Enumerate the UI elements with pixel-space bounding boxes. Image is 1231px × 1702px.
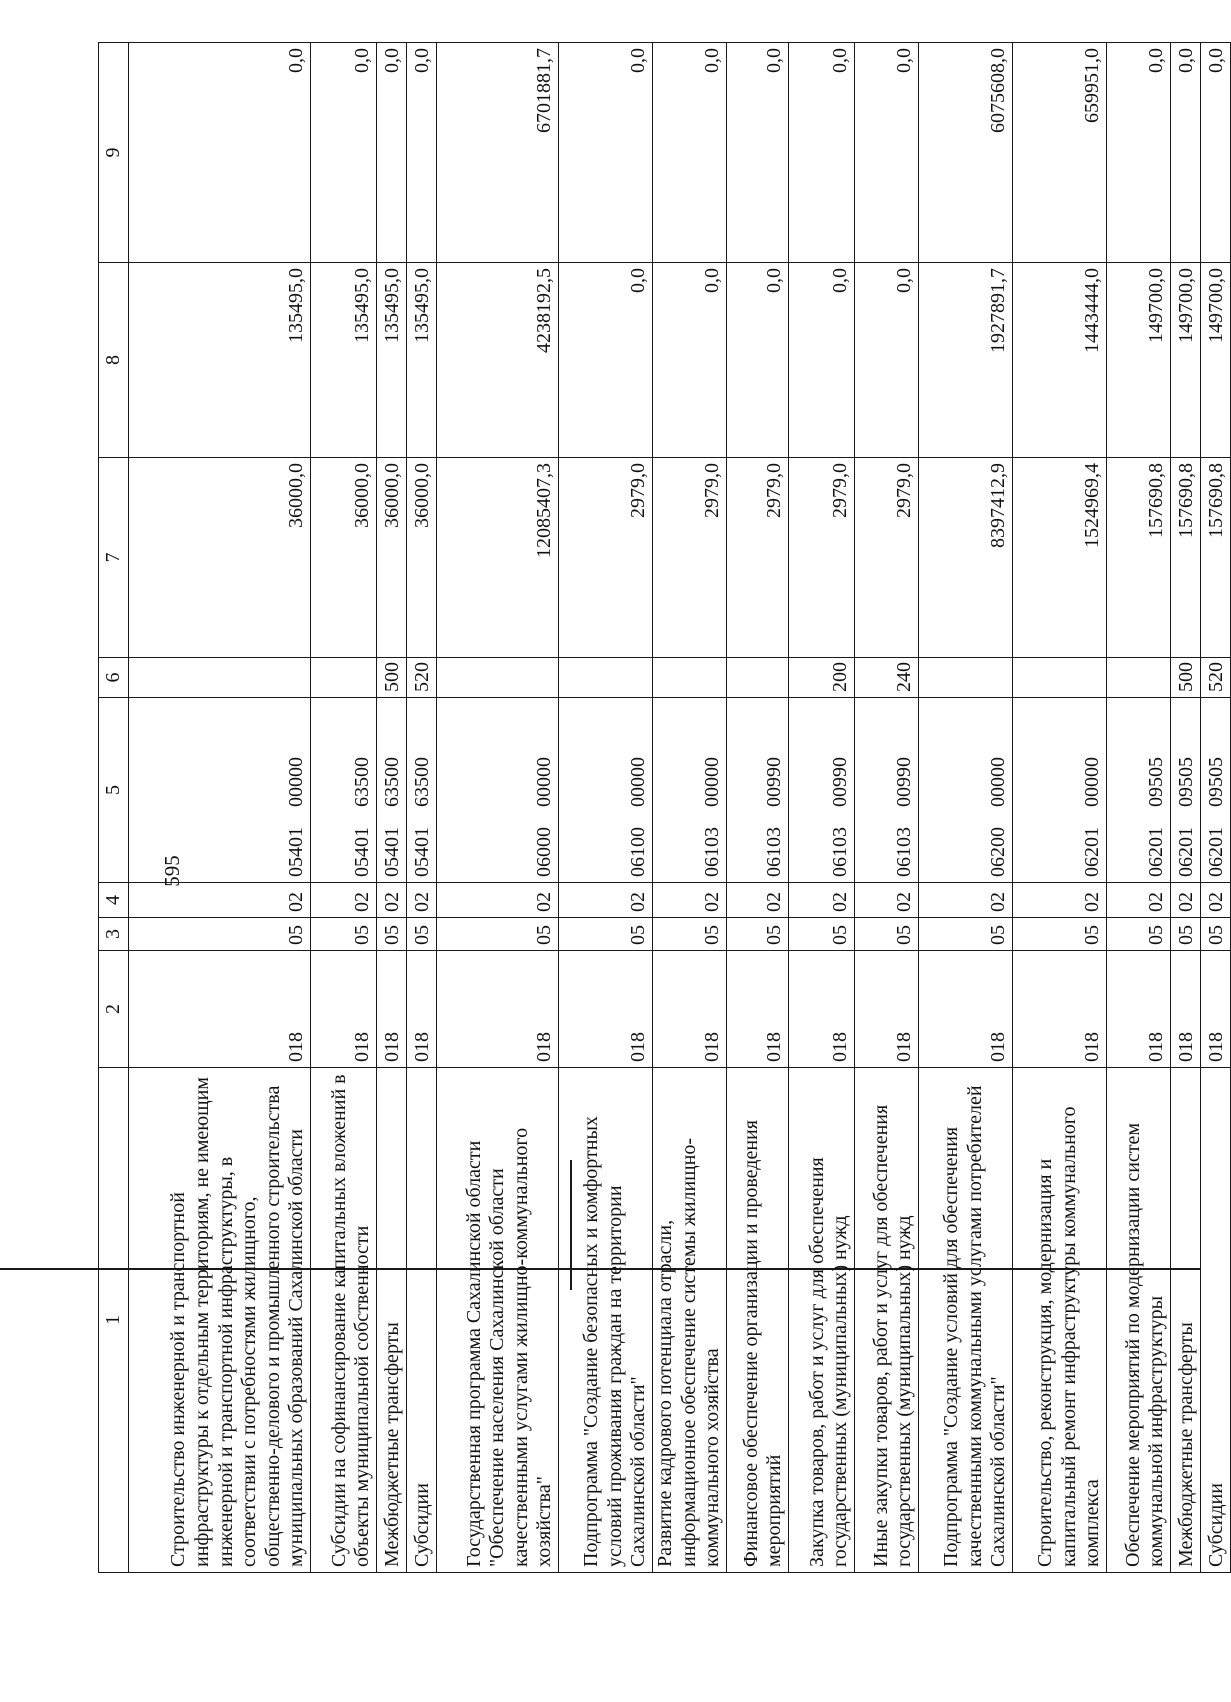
amount-col8-cell: 0,0 xyxy=(854,263,918,458)
row-name-cell: Развитие кадрового потенциала отрасли, информационное обеспечение системы жилищно-коммунального хозяйства xyxy=(653,1068,727,1573)
amount-col8-cell: 149700,0 xyxy=(1170,263,1200,458)
section-code-cell: 05 xyxy=(377,918,407,951)
table-row xyxy=(1170,43,1200,1573)
direction-code-part: 00000 xyxy=(533,757,556,807)
header-cell-3: 3 xyxy=(99,918,129,951)
direction-code-part: 63500 xyxy=(411,757,434,807)
direction-code-part: 63500 xyxy=(351,757,374,807)
subsection-code-cell: 02 xyxy=(726,883,788,918)
amount-col9-cell: 0,0 xyxy=(1200,43,1230,263)
expense-type-cell xyxy=(1106,658,1170,698)
amount-col9-cell: 0,0 xyxy=(559,43,653,263)
amount-col7-cell: 8397412,9 xyxy=(918,458,1012,658)
program-code-part: 05401 xyxy=(285,827,308,877)
subsection-code-cell: 02 xyxy=(653,883,727,918)
ministry-code-cell: 018 xyxy=(311,951,377,1068)
row-name-cell: Строительство, реконструкция, модернизация и капитальный ремонт инфраструктуры коммунального комплекса xyxy=(1012,1068,1106,1573)
row-name-cell: Подпрограмма "Создание безопасных и комфортных условий проживания граждан на территории Сахалинской области" xyxy=(559,1068,653,1573)
program-code-part: 06103 xyxy=(763,827,786,877)
section-code-cell: 05 xyxy=(559,918,653,951)
program-code-cell xyxy=(129,698,311,883)
row-name-cell: Субсидии xyxy=(407,1068,437,1573)
subsection-code-cell: 02 xyxy=(311,883,377,918)
amount-col7-cell: 2979,0 xyxy=(559,458,653,658)
amount-col7-cell: 2979,0 xyxy=(854,458,918,658)
table-row xyxy=(129,43,311,1573)
ministry-code-cell: 018 xyxy=(726,951,788,1068)
row-name-cell: Межбюджетные трансферты xyxy=(377,1068,407,1573)
ministry-code-cell: 018 xyxy=(1106,951,1170,1068)
section-code-cell: 05 xyxy=(1170,918,1200,951)
table-row xyxy=(854,43,918,1573)
amount-col7-cell: 36000,0 xyxy=(407,458,437,658)
ministry-code-cell: 018 xyxy=(437,951,559,1068)
amount-col7-cell: 12085407,3 xyxy=(437,458,559,658)
ministry-code-cell: 018 xyxy=(1200,951,1230,1068)
amount-col9-cell: 0,0 xyxy=(1170,43,1200,263)
amount-col7-cell: 2979,0 xyxy=(653,458,727,658)
program-code-cell xyxy=(377,698,407,883)
amount-col9-cell: 6701881,7 xyxy=(437,43,559,263)
subsection-code-cell: 02 xyxy=(377,883,407,918)
subsection-code-cell: 02 xyxy=(559,883,653,918)
program-code-part: 06103 xyxy=(701,827,724,877)
header-cell-8: 8 xyxy=(99,263,129,458)
amount-col9-cell: 0,0 xyxy=(788,43,854,263)
expense-type-cell xyxy=(918,658,1012,698)
section-code-cell: 05 xyxy=(1106,918,1170,951)
row-name-cell: Межбюджетные трансферты xyxy=(1170,1068,1200,1573)
section-code-cell: 05 xyxy=(918,918,1012,951)
amount-col9-cell: 0,0 xyxy=(311,43,377,263)
direction-code-part: 00990 xyxy=(763,757,786,807)
row-name-cell: Субсидии на софинансирование капитальных вложений в объекты муниципальной собственности xyxy=(311,1068,377,1573)
table-row xyxy=(407,43,437,1573)
section-code-cell: 05 xyxy=(854,918,918,951)
expense-type-cell: 200 xyxy=(788,658,854,698)
table-row xyxy=(788,43,854,1573)
program-code-cell xyxy=(1012,698,1106,883)
header-cell-6: 6 xyxy=(99,658,129,698)
table-row xyxy=(1012,43,1106,1573)
program-code-cell xyxy=(788,698,854,883)
table-row xyxy=(311,43,377,1573)
program-code-part: 06200 xyxy=(987,827,1010,877)
direction-code-part: 63500 xyxy=(381,757,404,807)
amount-col9-cell: 6075608,0 xyxy=(918,43,1012,263)
program-code-cell xyxy=(1106,698,1170,883)
expense-type-cell: 520 xyxy=(407,658,437,698)
program-code-cell xyxy=(559,698,653,883)
program-code-cell xyxy=(726,698,788,883)
expense-type-cell: 500 xyxy=(377,658,407,698)
header-cell-5: 5 xyxy=(99,698,129,883)
expense-type-cell xyxy=(559,658,653,698)
direction-code-part: 09505 xyxy=(1205,757,1228,807)
table-body xyxy=(99,43,1231,1573)
program-code-part: 06100 xyxy=(627,827,650,877)
rotated-sheet xyxy=(98,43,1228,1573)
ministry-code-cell: 018 xyxy=(1170,951,1200,1068)
table-row xyxy=(726,43,788,1573)
header-cell-2: 2 xyxy=(99,951,129,1068)
expense-type-cell xyxy=(311,658,377,698)
direction-code-part: 09505 xyxy=(1175,757,1198,807)
amount-col8-cell: 149700,0 xyxy=(1106,263,1170,458)
amount-col8-cell: 149700,0 xyxy=(1200,263,1230,458)
subsection-code-cell: 02 xyxy=(854,883,918,918)
program-code-cell xyxy=(854,698,918,883)
table-row xyxy=(1200,43,1230,1573)
row-name-cell: Обеспечение мероприятий по модернизации систем коммунальной инфраструктуры xyxy=(1106,1068,1170,1573)
subsection-code-cell: 02 xyxy=(918,883,1012,918)
ministry-code-cell: 018 xyxy=(407,951,437,1068)
amount-col8-cell: 4238192,5 xyxy=(437,263,559,458)
section-code-cell: 05 xyxy=(726,918,788,951)
section-code-cell: 05 xyxy=(653,918,727,951)
program-code-part: 06201 xyxy=(1175,827,1198,877)
amount-col9-cell: 0,0 xyxy=(1106,43,1170,263)
row-name-cell: Государственная программа Сахалинской области "Обеспечение населения Сахалинской области качественными услугами жилищно-коммунального хозяйства" xyxy=(437,1068,559,1573)
expense-type-cell: 500 xyxy=(1170,658,1200,698)
amount-col7-cell: 2979,0 xyxy=(726,458,788,658)
expense-type-cell xyxy=(437,658,559,698)
expense-type-cell xyxy=(129,658,311,698)
ministry-code-cell: 018 xyxy=(918,951,1012,1068)
amount-col7-cell: 36000,0 xyxy=(377,458,407,658)
row-name-cell: Подпрограмма "Создание условий для обеспечения качественными коммунальными услугами потребителей Сахалинской области" xyxy=(918,1068,1012,1573)
subsection-code-cell: 02 xyxy=(1106,883,1170,918)
subsection-code-cell: 02 xyxy=(129,883,311,918)
subsection-code-cell: 02 xyxy=(407,883,437,918)
header-row xyxy=(99,43,129,1573)
subsection-code-cell: 02 xyxy=(788,883,854,918)
ministry-code-cell: 018 xyxy=(653,951,727,1068)
direction-code-part: 09505 xyxy=(1145,757,1168,807)
amount-col8-cell: 0,0 xyxy=(653,263,727,458)
section-code-cell: 05 xyxy=(1012,918,1106,951)
table-row xyxy=(377,43,407,1573)
program-code-cell xyxy=(437,698,559,883)
section-code-cell: 05 xyxy=(1200,918,1230,951)
direction-code-part: 00990 xyxy=(893,757,916,807)
direction-code-part: 00000 xyxy=(987,757,1010,807)
ministry-code-cell: 018 xyxy=(788,951,854,1068)
page-number: 595 xyxy=(160,855,184,887)
direction-code-part: 00990 xyxy=(829,757,852,807)
ministry-code-cell: 018 xyxy=(1012,951,1106,1068)
table-row xyxy=(559,43,653,1573)
amount-col8-cell: 0,0 xyxy=(726,263,788,458)
amount-col7-cell: 36000,0 xyxy=(311,458,377,658)
subsection-code-cell: 02 xyxy=(1012,883,1106,918)
section-code-cell: 05 xyxy=(437,918,559,951)
table-row xyxy=(653,43,727,1573)
row-name-cell: Субсидии xyxy=(1200,1068,1230,1573)
program-code-part: 05401 xyxy=(381,827,404,877)
table-row xyxy=(1106,43,1170,1573)
amount-col9-cell: 0,0 xyxy=(377,43,407,263)
expense-type-cell xyxy=(653,658,727,698)
program-code-part: 06103 xyxy=(829,827,852,877)
program-code-cell xyxy=(407,698,437,883)
amount-col8-cell: 135495,0 xyxy=(311,263,377,458)
row-name-cell: Финансовое обеспечение организации и проведения мероприятий xyxy=(726,1068,788,1573)
expense-type-cell: 520 xyxy=(1200,658,1230,698)
ministry-code-cell: 018 xyxy=(377,951,407,1068)
subsection-code-cell: 02 xyxy=(437,883,559,918)
section-code-cell: 05 xyxy=(407,918,437,951)
amount-col7-cell: 36000,0 xyxy=(129,458,311,658)
direction-code-part: 00000 xyxy=(701,757,724,807)
program-code-part: 06000 xyxy=(533,827,556,877)
program-code-part: 06201 xyxy=(1145,827,1168,877)
ministry-code-cell: 018 xyxy=(854,951,918,1068)
ministry-code-cell: 018 xyxy=(559,951,653,1068)
amount-col9-cell: 659951,0 xyxy=(1012,43,1106,263)
subsection-code-cell: 02 xyxy=(1200,883,1230,918)
program-code-cell xyxy=(653,698,727,883)
header-cell-9: 9 xyxy=(99,43,129,263)
header-cell-1: 1 xyxy=(99,1068,129,1573)
program-code-part: 05401 xyxy=(351,827,374,877)
amount-col7-cell: 2979,0 xyxy=(788,458,854,658)
expense-type-cell: 240 xyxy=(854,658,918,698)
amount-col8-cell: 135495,0 xyxy=(407,263,437,458)
section-code-cell: 05 xyxy=(311,918,377,951)
row-name-cell: Закупка товаров, работ и услуг для обеспечения государственных (муниципальных) нужд xyxy=(788,1068,854,1573)
ministry-code-cell: 018 xyxy=(129,951,311,1068)
direction-code-part: 00000 xyxy=(1081,757,1104,807)
section-code-cell: 05 xyxy=(129,918,311,951)
amount-col8-cell: 1443444,0 xyxy=(1012,263,1106,458)
amount-col9-cell: 0,0 xyxy=(854,43,918,263)
amount-col8-cell: 1927891,7 xyxy=(918,263,1012,458)
expense-type-cell xyxy=(1012,658,1106,698)
direction-code-part: 00000 xyxy=(285,757,308,807)
row-name-cell: Иные закупки товаров, работ и услуг для обеспечения государственных (муниципальных) нужд xyxy=(854,1068,918,1573)
program-code-cell xyxy=(311,698,377,883)
header-cell-4: 4 xyxy=(99,883,129,918)
amount-col8-cell: 135495,0 xyxy=(129,263,311,458)
expense-type-cell xyxy=(726,658,788,698)
subsection-code-cell: 02 xyxy=(1170,883,1200,918)
program-code-part: 06103 xyxy=(893,827,916,877)
amount-col9-cell: 0,0 xyxy=(129,43,311,263)
amount-col8-cell: 135495,0 xyxy=(377,263,407,458)
program-code-cell xyxy=(1170,698,1200,883)
amount-col9-cell: 0,0 xyxy=(407,43,437,263)
amount-col8-cell: 0,0 xyxy=(788,263,854,458)
amount-col7-cell: 157690,8 xyxy=(1106,458,1170,658)
table-row xyxy=(437,43,559,1573)
row-name-cell: Строительство инженерной и транспортной инфраструктуры к отдельным территориям, не имеющим инженерной и транспортной инфраструктуры, в соответствии с потребностями жилищного, общественно-делового и промышленного строительства муниципальных образований Сахалинской области xyxy=(129,1068,311,1573)
amount-col9-cell: 0,0 xyxy=(726,43,788,263)
amount-col7-cell: 1524969,4 xyxy=(1012,458,1106,658)
table-row xyxy=(918,43,1012,1573)
amount-col7-cell: 157690,8 xyxy=(1200,458,1230,658)
budget-table xyxy=(98,42,1231,1573)
amount-col7-cell: 157690,8 xyxy=(1170,458,1200,658)
program-code-part: 05401 xyxy=(411,827,434,877)
amount-col9-cell: 0,0 xyxy=(653,43,727,263)
header-cell-7: 7 xyxy=(99,458,129,658)
program-code-part: 06201 xyxy=(1081,827,1104,877)
program-code-part: 06201 xyxy=(1205,827,1228,877)
section-code-cell: 05 xyxy=(788,918,854,951)
program-code-cell xyxy=(1200,698,1230,883)
direction-code-part: 00000 xyxy=(627,757,650,807)
program-code-cell xyxy=(918,698,1012,883)
amount-col8-cell: 0,0 xyxy=(559,263,653,458)
